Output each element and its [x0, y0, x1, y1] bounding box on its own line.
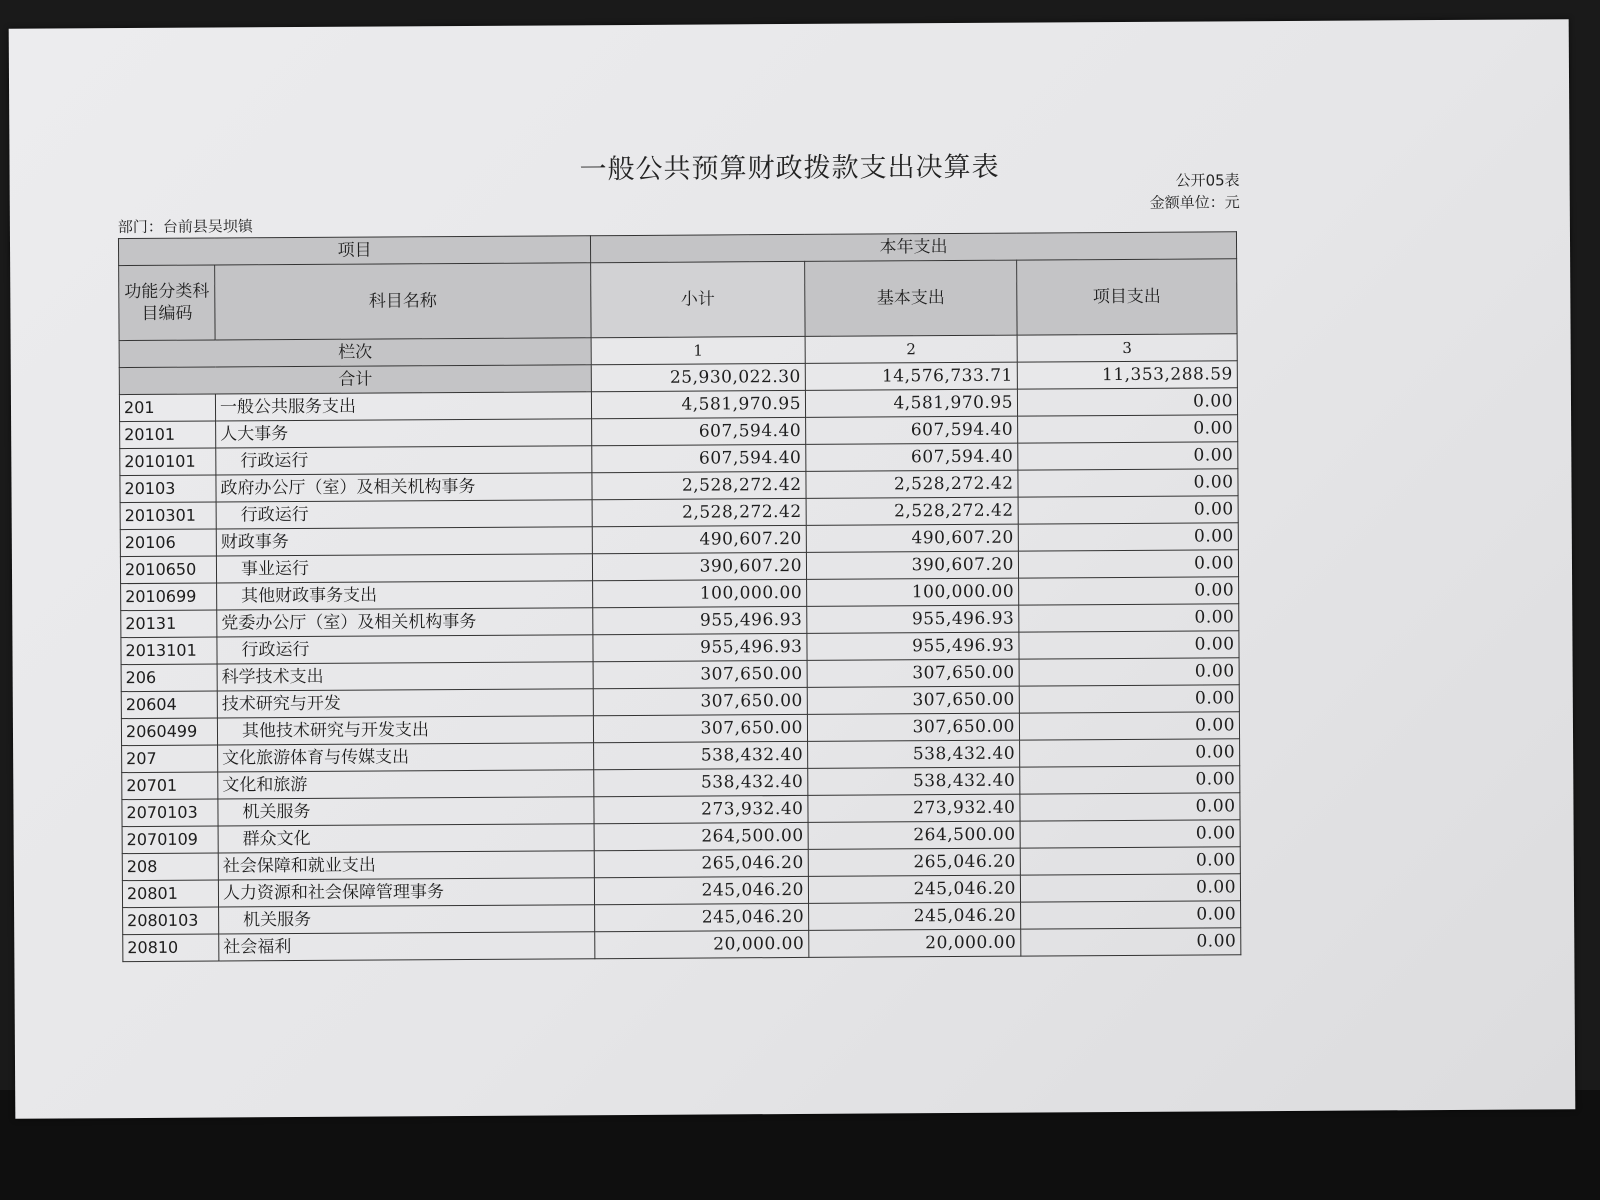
row-project: 0.00 [1020, 820, 1240, 848]
row-project: 0.00 [1019, 658, 1239, 686]
header-project: 项目支出 [1017, 259, 1237, 335]
row-name: 技术研究与开发 [217, 689, 593, 718]
row-basic: 2,528,272.42 [806, 497, 1018, 525]
row-basic: 955,496.93 [807, 632, 1019, 660]
row-code: 206 [121, 664, 217, 692]
row-project: 0.00 [1020, 793, 1240, 821]
row-project: 0.00 [1017, 388, 1237, 416]
row-code: 20101 [120, 421, 216, 449]
column-index-2: 2 [805, 335, 1017, 363]
row-project: 0.00 [1019, 577, 1239, 605]
row-project: 0.00 [1019, 712, 1239, 740]
row-subtotal: 245,046.20 [594, 876, 808, 904]
row-basic: 307,650.00 [807, 659, 1019, 687]
row-project: 0.00 [1018, 469, 1238, 497]
row-name: 行政运行 [216, 446, 592, 475]
row-subtotal: 265,046.20 [594, 849, 808, 877]
row-subtotal: 4,581,970.95 [591, 390, 805, 418]
row-code: 20810 [123, 934, 219, 962]
document-title: 一般公共预算财政拨款支出决算表 [579, 151, 1000, 186]
header-name: 科目名称 [215, 263, 591, 340]
header-basic: 基本支出 [805, 260, 1017, 336]
row-code: 20604 [121, 691, 217, 719]
amount-unit-label: 金额单位：元 [1149, 193, 1240, 212]
row-code: 2010699 [121, 583, 217, 611]
row-code: 2060499 [121, 718, 217, 746]
row-subtotal: 307,650.00 [593, 687, 807, 715]
row-subtotal: 538,432.40 [594, 768, 808, 796]
row-name: 社会福利 [219, 932, 595, 961]
row-basic: 265,046.20 [808, 848, 1020, 876]
row-name: 社会保障和就业支出 [218, 851, 594, 880]
row-basic: 955,496.93 [807, 605, 1019, 633]
row-name: 政府办公厅（室）及相关机构事务 [216, 473, 592, 502]
row-project: 0.00 [1021, 928, 1241, 956]
department-label: 部门：台前县吴坝镇 [117, 217, 253, 237]
row-basic: 307,650.00 [807, 686, 1019, 714]
total-project: 11,353,288.59 [1017, 361, 1237, 389]
row-subtotal: 2,528,272.42 [592, 498, 806, 526]
row-subtotal: 390,607.20 [592, 552, 806, 580]
row-name: 党委办公厅（室）及相关机构事务 [217, 608, 593, 637]
row-subtotal: 955,496.93 [593, 633, 807, 661]
row-basic: 538,432.40 [808, 740, 1020, 768]
row-code: 20801 [122, 880, 218, 908]
row-name: 人大事务 [216, 419, 592, 448]
row-subtotal: 2,528,272.42 [592, 471, 806, 499]
row-basic: 100,000.00 [807, 578, 1019, 606]
row-project: 0.00 [1018, 523, 1238, 551]
column-index-1: 1 [591, 336, 805, 364]
row-subtotal: 307,650.00 [593, 660, 807, 688]
row-project: 0.00 [1018, 415, 1238, 443]
row-name: 机关服务 [219, 905, 595, 934]
row-name: 行政运行 [216, 500, 592, 529]
row-name: 群众文化 [218, 824, 594, 853]
row-name: 机关服务 [218, 797, 594, 826]
row-code: 2013101 [121, 637, 217, 665]
total-subtotal: 25,930,022.30 [591, 363, 805, 391]
row-basic: 245,046.20 [808, 875, 1020, 903]
total-label: 合计 [119, 365, 591, 395]
row-basic: 607,594.40 [806, 443, 1018, 471]
row-code: 20701 [122, 772, 218, 800]
row-code: 2010301 [120, 502, 216, 530]
row-basic: 307,650.00 [807, 713, 1019, 741]
row-code: 20131 [121, 610, 217, 638]
row-project: 0.00 [1018, 496, 1238, 524]
header-row-columns [119, 259, 1237, 341]
row-basic: 4,581,970.95 [805, 389, 1017, 417]
row-project: 0.00 [1020, 766, 1240, 794]
row-basic: 273,932.40 [808, 794, 1020, 822]
row-name: 财政事务 [216, 527, 592, 556]
row-name: 其他技术研究与开发支出 [217, 716, 593, 745]
row-basic: 390,607.20 [806, 551, 1018, 579]
row-name: 一般公共服务支出 [215, 392, 591, 421]
row-code: 2010650 [120, 556, 216, 584]
row-subtotal: 607,594.40 [592, 444, 806, 472]
row-code: 2070103 [122, 799, 218, 827]
row-subtotal: 100,000.00 [593, 579, 807, 607]
row-subtotal: 20,000.00 [595, 930, 809, 958]
row-subtotal: 607,594.40 [592, 417, 806, 445]
row-basic: 20,000.00 [809, 929, 1021, 957]
row-project: 0.00 [1020, 739, 1240, 767]
row-project: 0.00 [1019, 631, 1239, 659]
row-name: 其他财政事务支出 [217, 581, 593, 610]
row-subtotal: 245,046.20 [595, 903, 809, 931]
row-project: 0.00 [1021, 901, 1241, 929]
row-code: 2070109 [122, 826, 218, 854]
header-subtotal: 小计 [591, 261, 805, 337]
row-project: 0.00 [1020, 874, 1240, 902]
header-expense-group: 本年支出 [590, 232, 1236, 263]
column-index-label: 栏次 [119, 338, 591, 368]
row-name: 人力资源和社会保障管理事务 [218, 878, 594, 907]
row-project: 0.00 [1019, 604, 1239, 632]
row-subtotal: 538,432.40 [594, 741, 808, 769]
row-name: 行政运行 [217, 635, 593, 664]
header-item-group: 项目 [118, 236, 590, 266]
row-basic: 490,607.20 [806, 524, 1018, 552]
row-subtotal: 264,500.00 [594, 822, 808, 850]
table-row [123, 928, 1241, 962]
row-name: 科学技术支出 [217, 662, 593, 691]
paper-sheet [9, 19, 1576, 1119]
budget-expenditure-table [118, 231, 1241, 962]
row-subtotal: 490,607.20 [592, 525, 806, 553]
row-basic: 607,594.40 [806, 416, 1018, 444]
row-code: 20106 [120, 529, 216, 557]
row-code: 207 [122, 745, 218, 773]
row-basic: 2,528,272.42 [806, 470, 1018, 498]
row-subtotal: 307,650.00 [593, 714, 807, 742]
row-subtotal: 273,932.40 [594, 795, 808, 823]
row-project: 0.00 [1018, 442, 1238, 470]
column-index-3: 3 [1017, 334, 1237, 362]
row-code: 201 [119, 394, 215, 422]
row-project: 0.00 [1018, 550, 1238, 578]
form-code: 公开05表 [1175, 171, 1240, 190]
total-basic: 14,576,733.71 [805, 362, 1017, 390]
row-code: 2080103 [123, 907, 219, 935]
row-basic: 245,046.20 [809, 902, 1021, 930]
row-basic: 264,500.00 [808, 821, 1020, 849]
row-name: 事业运行 [216, 554, 592, 583]
row-project: 0.00 [1019, 685, 1239, 713]
row-code: 2010101 [120, 448, 216, 476]
header-code: 功能分类科目编码 [119, 265, 215, 341]
row-code: 20103 [120, 475, 216, 503]
row-subtotal: 955,496.93 [593, 606, 807, 634]
row-name: 文化旅游体育与传媒支出 [218, 743, 594, 772]
row-basic: 538,432.40 [808, 767, 1020, 795]
row-code: 208 [122, 853, 218, 881]
row-name: 文化和旅游 [218, 770, 594, 799]
row-project: 0.00 [1020, 847, 1240, 875]
